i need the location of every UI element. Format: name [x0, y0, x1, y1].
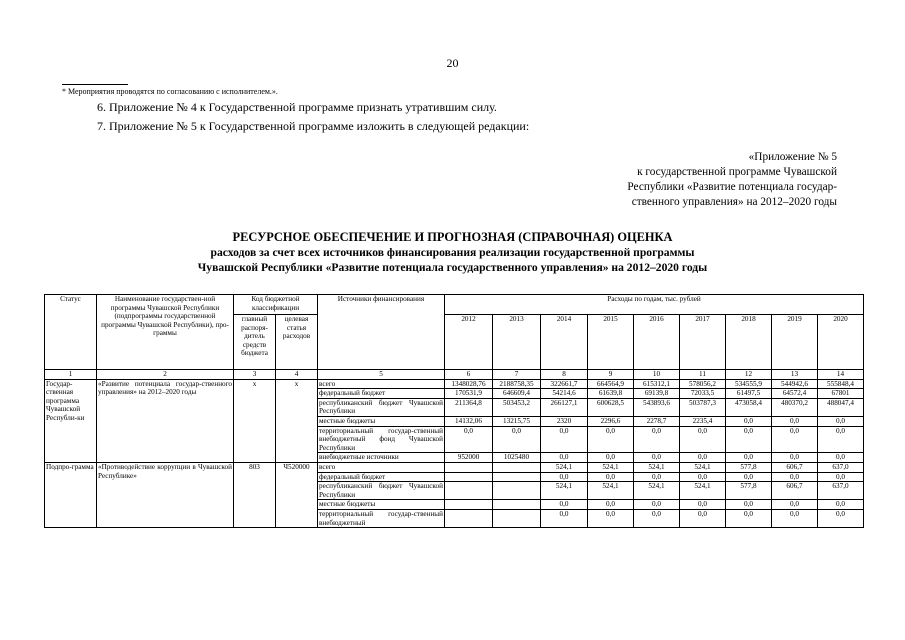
- value-cell: 0,0: [726, 509, 772, 527]
- value-cell: 524,1: [541, 462, 588, 472]
- value-cell: 0,0: [634, 509, 680, 527]
- value-cell: 0,0: [818, 416, 864, 426]
- header-program-name: Наименование государствен-ной программы Чувашской Республики (подпрограммы государственной программы Чувашской Республики), про-граммы: [97, 295, 234, 370]
- section-name: «Развитие потенциала государ-ственного управления» на 2012–2020 годы: [97, 379, 234, 462]
- value-cell: [493, 500, 541, 510]
- value-cell: 72033,5: [680, 389, 726, 399]
- column-number: 4: [276, 370, 318, 380]
- header-year: 2018: [726, 315, 772, 370]
- value-cell: 524,1: [680, 482, 726, 500]
- value-cell: 555848,4: [818, 379, 864, 389]
- value-cell: 0,0: [588, 500, 634, 510]
- section-status: Подпро-грамма: [45, 462, 97, 527]
- value-cell: 600628,5: [588, 398, 634, 416]
- value-cell: 0,0: [726, 416, 772, 426]
- value-cell: 14132,06: [445, 416, 493, 426]
- value-cell: [445, 509, 493, 527]
- value-cell: [493, 482, 541, 500]
- appendix-line: к государственной программе Чувашской: [637, 166, 837, 178]
- value-cell: 0,0: [772, 416, 818, 426]
- value-cell: 266127,1: [541, 398, 588, 416]
- source-cell: местные бюджеты: [318, 500, 445, 510]
- section-grbs: 803: [234, 462, 276, 527]
- value-cell: 2188758,35: [493, 379, 541, 389]
- value-cell: 503453,2: [493, 398, 541, 416]
- value-cell: 0,0: [680, 453, 726, 463]
- value-cell: 664564,9: [588, 379, 634, 389]
- header-status: Статус: [45, 295, 97, 370]
- value-cell: 0,0: [818, 453, 864, 463]
- value-cell: 646609,4: [493, 389, 541, 399]
- value-cell: 69139,8: [634, 389, 680, 399]
- header-year: 2012: [445, 315, 493, 370]
- value-cell: 503787,3: [680, 398, 726, 416]
- source-cell: республиканский бюджет Чувашской Республики: [319, 482, 443, 499]
- source-cell: территориальный государ-ственный внебюджетный: [319, 509, 443, 527]
- column-number: 2: [97, 370, 234, 380]
- table-row: [45, 462, 864, 472]
- table-row: [45, 379, 864, 389]
- header-budget-code: Код бюджетной классификации: [234, 295, 318, 315]
- column-number: 3: [234, 370, 276, 380]
- value-cell: 0,0: [772, 472, 818, 482]
- value-cell: 0,0: [588, 472, 634, 482]
- value-cell: 637,0: [818, 462, 864, 472]
- value-cell: [445, 472, 493, 482]
- column-number: 9: [588, 370, 634, 380]
- source-cell: территориальный государ-ственный внебюджетный фонд Чувашской Республики: [319, 426, 443, 452]
- value-cell: 473058,4: [726, 398, 772, 416]
- value-cell: [445, 500, 493, 510]
- header-year: 2016: [634, 315, 680, 370]
- value-cell: 0,0: [772, 426, 818, 453]
- column-number: 14: [818, 370, 864, 380]
- value-cell: 0,0: [634, 472, 680, 482]
- value-cell: 0,0: [445, 426, 493, 453]
- value-cell: 0,0: [680, 472, 726, 482]
- header-expenses: Расходы по годам, тыс. рублей: [445, 295, 864, 315]
- column-number: 6: [445, 370, 493, 380]
- value-cell: 0,0: [634, 426, 680, 453]
- value-cell: 0,0: [772, 509, 818, 527]
- value-cell: 480370,2: [772, 398, 818, 416]
- paragraph-6: 6. Приложение № 4 к Государственной программе признать утратившим силу.: [97, 100, 497, 114]
- value-cell: 524,1: [588, 482, 634, 500]
- value-cell: 322661,7: [541, 379, 588, 389]
- column-number-row: [45, 370, 864, 380]
- value-cell: 1025480: [493, 453, 541, 463]
- value-cell: 615312,1: [634, 379, 680, 389]
- footnote: * Мероприятия проводятся по согласованию с исполнителем.».: [62, 87, 278, 96]
- value-cell: 2278,7: [634, 416, 680, 426]
- value-cell: 61497,5: [726, 389, 772, 399]
- value-cell: 0,0: [772, 453, 818, 463]
- value-cell: 0,0: [588, 426, 634, 453]
- value-cell: 0,0: [588, 453, 634, 463]
- section-target: x: [276, 379, 318, 462]
- value-cell: 524,1: [634, 462, 680, 472]
- value-cell: 211364,8: [445, 398, 493, 416]
- header-year: 2015: [588, 315, 634, 370]
- value-cell: 488047,4: [818, 398, 864, 416]
- value-cell: 0,0: [772, 500, 818, 510]
- section-name: «Противодействие коррупции в Чувашской Республике»: [97, 462, 234, 527]
- source-cell: республиканский бюджет Чувашской Республики: [319, 398, 443, 416]
- paragraph-7: 7. Приложение № 5 к Государственной программе изложить в следующей редакции:: [97, 119, 530, 133]
- value-cell: 170531,9: [445, 389, 493, 399]
- column-number: 10: [634, 370, 680, 380]
- value-cell: 2296,6: [588, 416, 634, 426]
- value-cell: 0,0: [726, 426, 772, 453]
- value-cell: 1348028,76: [445, 379, 493, 389]
- column-number: 5: [318, 370, 445, 380]
- value-cell: [493, 509, 541, 527]
- value-cell: 0,0: [680, 426, 726, 453]
- value-cell: 952000: [445, 453, 493, 463]
- value-cell: 606,7: [772, 482, 818, 500]
- section-status: Государ-ственная программа Чувашской Республи-ки: [45, 379, 97, 462]
- appendix-line: Республики «Развитие потенциала государ-: [627, 181, 837, 193]
- page-number: 20: [446, 56, 459, 70]
- header-year: 2020: [818, 315, 864, 370]
- column-number: 8: [541, 370, 588, 380]
- value-cell: 543893,6: [634, 398, 680, 416]
- value-cell: 578056,2: [680, 379, 726, 389]
- value-cell: 0,0: [634, 453, 680, 463]
- value-cell: [445, 462, 493, 472]
- source-cell: всего: [318, 462, 445, 472]
- value-cell: 637,0: [818, 482, 864, 500]
- value-cell: 0,0: [818, 509, 864, 527]
- title-line-3: Чувашской Республики «Развитие потенциала государственного управления» на 2012–2020 годы: [197, 261, 708, 274]
- title-line-1: РЕСУРСНОЕ ОБЕСПЕЧЕНИЕ И ПРОГНОЗНАЯ (СПРАВОЧНАЯ) ОЦЕНКА: [232, 230, 673, 244]
- value-cell: 0,0: [726, 453, 772, 463]
- value-cell: 606,7: [772, 462, 818, 472]
- column-number: 12: [726, 370, 772, 380]
- header-year: 2019: [772, 315, 818, 370]
- source-cell: местные бюджеты: [318, 416, 445, 426]
- value-cell: 0,0: [818, 426, 864, 453]
- value-cell: 524,1: [541, 482, 588, 500]
- value-cell: [445, 482, 493, 500]
- column-number: 13: [772, 370, 818, 380]
- value-cell: 0,0: [541, 426, 588, 453]
- source-cell: федеральный бюджет: [318, 389, 445, 399]
- value-cell: 61639,8: [588, 389, 634, 399]
- appendix-line: ственного управления» на 2012–2020 годы: [631, 196, 837, 208]
- section-grbs: x: [234, 379, 276, 462]
- value-cell: 0,0: [541, 472, 588, 482]
- header-year: 2014: [541, 315, 588, 370]
- header-year: 2013: [493, 315, 541, 370]
- source-cell: всего: [318, 379, 445, 389]
- header-target-item: целевая статья расходов: [276, 315, 318, 370]
- value-cell: 544942,6: [772, 379, 818, 389]
- value-cell: 0,0: [588, 509, 634, 527]
- column-number: 1: [45, 370, 97, 380]
- value-cell: 0,0: [726, 500, 772, 510]
- value-cell: 2320: [541, 416, 588, 426]
- value-cell: 577,8: [726, 462, 772, 472]
- value-cell: 0,0: [634, 500, 680, 510]
- value-cell: 2235,4: [680, 416, 726, 426]
- value-cell: [493, 472, 541, 482]
- value-cell: 54214,6: [541, 389, 588, 399]
- value-cell: 0,0: [541, 453, 588, 463]
- header-year: 2017: [680, 315, 726, 370]
- value-cell: 577,8: [726, 482, 772, 500]
- header-sources: Источники финансирования: [318, 295, 445, 370]
- appendix-header: [627, 150, 837, 210]
- value-cell: 13215,75: [493, 416, 541, 426]
- value-cell: 0,0: [726, 472, 772, 482]
- value-cell: 0,0: [680, 500, 726, 510]
- value-cell: 524,1: [680, 462, 726, 472]
- title-line-2: расходов за счет всех источников финансирования реализации государственной программы: [210, 246, 695, 259]
- value-cell: 534555,9: [726, 379, 772, 389]
- resource-table: [44, 294, 864, 528]
- value-cell: 0,0: [541, 500, 588, 510]
- value-cell: 0,0: [818, 472, 864, 482]
- value-cell: 0,0: [680, 509, 726, 527]
- value-cell: 64572,4: [772, 389, 818, 399]
- header-main-manager: главный распоря-дитель средств бюджета: [234, 315, 276, 370]
- section-target: Ч520000: [276, 462, 318, 527]
- footnote-divider: [62, 84, 128, 85]
- column-number: 7: [493, 370, 541, 380]
- document-title: [0, 230, 905, 275]
- appendix-line: «Приложение № 5: [748, 151, 837, 163]
- source-cell: федеральный бюджет: [318, 472, 445, 482]
- value-cell: 524,1: [588, 462, 634, 472]
- value-cell: [493, 462, 541, 472]
- value-cell: 524,1: [634, 482, 680, 500]
- column-number: 11: [680, 370, 726, 380]
- value-cell: 0,0: [818, 500, 864, 510]
- source-cell: внебюджетные источники: [318, 453, 445, 463]
- value-cell: 0,0: [541, 509, 588, 527]
- value-cell: 0,0: [493, 426, 541, 453]
- value-cell: 67801: [818, 389, 864, 399]
